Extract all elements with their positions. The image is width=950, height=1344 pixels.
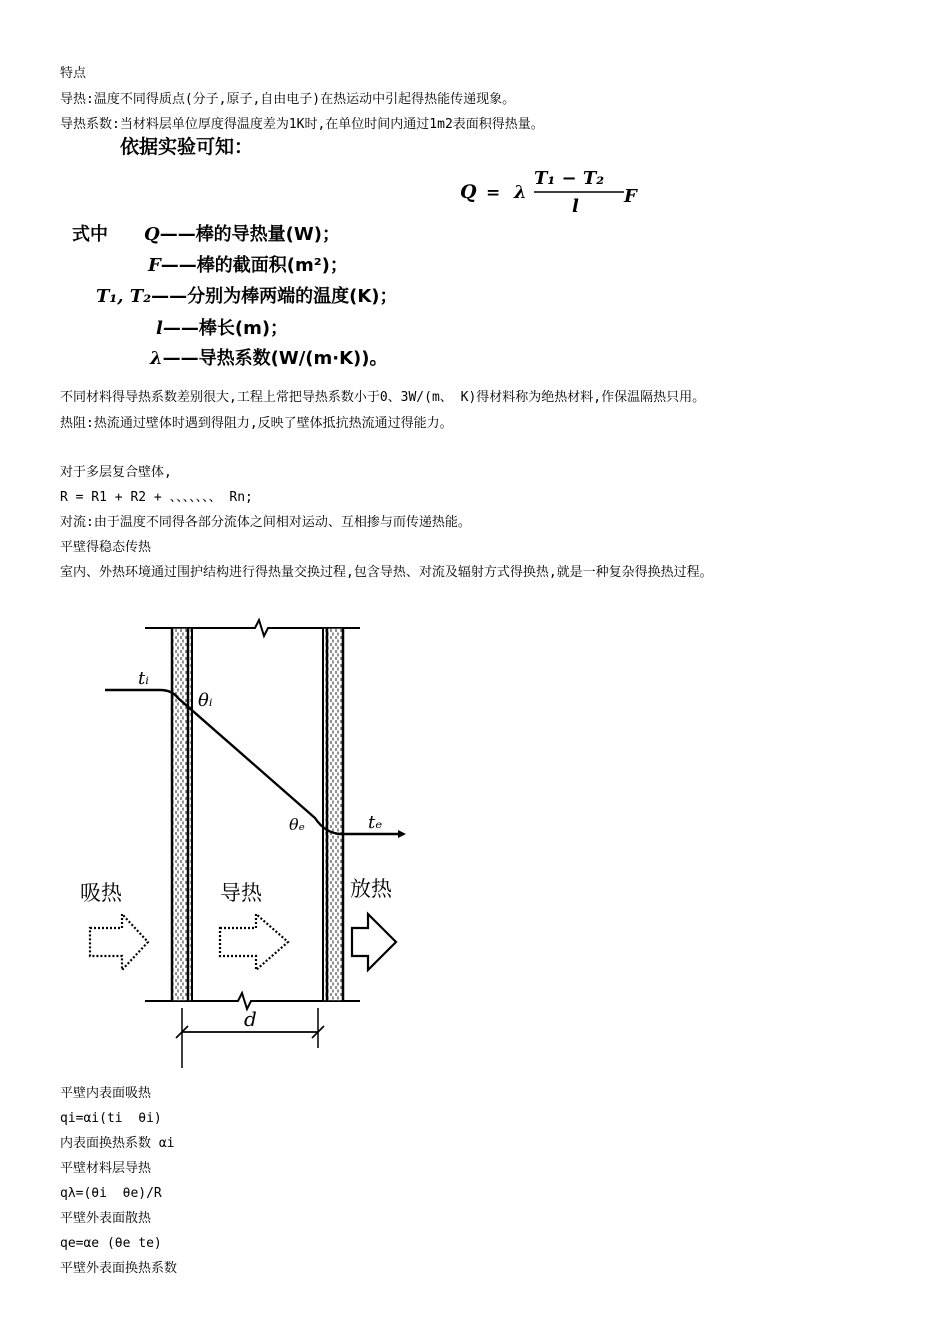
- text-line-convection: 对流:由于温度不同得各部分流体之间相对运动、互相掺与而传递热能。: [60, 515, 471, 530]
- text-line-thermal-resistance: 热阻:热流通过壁体时遇到得阻力,反映了壁体抵抗热流通过得能力。: [60, 416, 453, 431]
- text-line-inner-absorb: 平壁内表面吸热: [60, 1086, 152, 1101]
- label-conduct-heat: 导热: [220, 881, 262, 905]
- text-line-alpha-e: 平壁外表面换热系数: [60, 1261, 178, 1276]
- label-release-heat: 放热: [350, 877, 392, 901]
- formula-title: 依据实验可知：: [120, 136, 254, 158]
- formula-item-f: F——棒的截面积(m²)；: [148, 255, 348, 276]
- fourier-equation: [458, 162, 658, 222]
- text-line-heat-exchange: 室内、外热环境通过围护结构进行得热量交换过程,包含导热、对流及辐射方式得换热,就是一种复杂得换热过程。: [60, 565, 713, 580]
- temperature-profile-line: [105, 690, 400, 834]
- eq-rhs: F: [624, 186, 637, 207]
- label-theta-e: θₑ: [289, 815, 305, 834]
- text-line-r-sum: R = R1 + R2 + 、、、、、、、 Rn;: [60, 490, 253, 505]
- temperature-arrow-head: [398, 830, 406, 838]
- label-thickness-d: d: [244, 1007, 257, 1031]
- text-line-multilayer: 对于多层复合壁体,: [60, 465, 172, 480]
- eq-lhs: Q: [460, 181, 477, 203]
- text-line-conduction-def: 导热:温度不同得质点(分子,原子,自由电子)在热运动中引起得热能传递现象。: [60, 92, 516, 107]
- formula-item-l: l——棒长(m)；: [156, 318, 289, 339]
- text-line-steady-heat: 平壁得稳态传热: [60, 540, 152, 555]
- formula-item-lambda: λ——导热系数(W/(m·K))。: [150, 348, 388, 369]
- formula-block: [60, 132, 680, 372]
- formula-item-q: Q——棒的导热量(W)；: [144, 224, 340, 245]
- label-te: tₑ: [368, 812, 383, 833]
- text-line-alpha-i: 内表面换热系数 αi: [60, 1136, 175, 1151]
- formula-item-t: T₁, T₂——分别为棒两端的温度(K)；: [96, 286, 398, 307]
- label-theta-i: θᵢ: [198, 690, 213, 711]
- text-line-qe-formula: qe=αe (θe te): [60, 1236, 162, 1251]
- text-line-outer-release: 平壁外表面散热: [60, 1211, 152, 1226]
- release-arrow-icon: [352, 914, 396, 970]
- text-line-insulation: 不同材料得导热系数差别很大,工程上常把导热系数小于0、3W/(m、 K)得材料称为绝热材料,作保温隔热只用。: [60, 390, 706, 405]
- conduct-arrow-icon: [220, 914, 288, 970]
- formula-lead: 式中: [72, 224, 108, 245]
- text-line-features: 特点: [60, 66, 87, 81]
- label-ti: tᵢ: [138, 668, 149, 689]
- text-line-layer-conduct: 平壁材料层导热: [60, 1161, 152, 1176]
- wall-heat-transfer-diagram: [60, 608, 420, 1068]
- text-line-q-lambda-formula: qλ=(θi θe)/R: [60, 1186, 162, 1201]
- eq-lambda: λ: [514, 182, 527, 203]
- label-absorb-heat: 吸热: [80, 881, 122, 905]
- absorb-arrow-icon: [90, 914, 148, 970]
- text-line-qi-formula: qi=αi(ti θi): [60, 1111, 162, 1126]
- eq-equals: =: [486, 183, 501, 203]
- text-line-conductivity-def: 导热系数:当材料层单位厚度得温度差为1K时,在单位时间内通过1m2表面积得热量。: [60, 117, 544, 132]
- eq-numerator: T₁ − T₂: [534, 168, 605, 189]
- eq-denominator: l: [572, 196, 579, 217]
